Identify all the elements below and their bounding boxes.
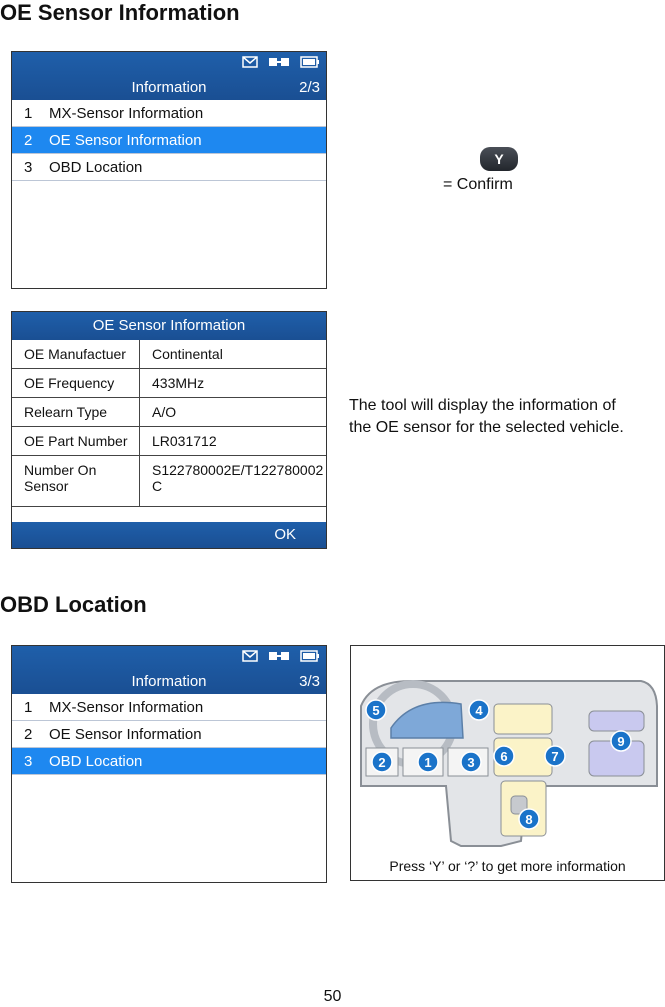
menu-item-number: 3 <box>24 158 33 176</box>
menu-item-label: MX-Sensor Information <box>49 104 204 122</box>
device-screen-oe-sensor <box>11 311 327 549</box>
location-badge-8 <box>519 809 539 829</box>
svg-text:1: 1 <box>424 755 432 770</box>
svg-text:3: 3 <box>467 755 475 770</box>
oe-info-table <box>12 340 326 507</box>
confirm-text: = Confirm <box>443 176 513 193</box>
menu-item-obd-location[interactable] <box>12 154 326 181</box>
battery-icon <box>300 56 320 68</box>
table-row <box>12 340 326 369</box>
menu-item-obd-location[interactable] <box>12 748 326 775</box>
diagram-caption: Press ‘Y’ or ‘?’ to get more information <box>389 858 626 874</box>
row-label: OE Part Number <box>12 427 140 455</box>
screen-header <box>12 52 326 100</box>
row-label: OE Manufactuer <box>12 340 140 368</box>
row-value: 433MHz <box>152 375 205 391</box>
location-badge-1 <box>418 752 438 772</box>
row-value: Continental <box>152 346 223 362</box>
row-value: S122780002E/T122780002C <box>152 462 324 494</box>
menu-item-oe-sensor[interactable] <box>12 127 326 154</box>
menu-item-number: 2 <box>24 131 33 149</box>
location-badge-3 <box>461 752 481 772</box>
svg-text:6: 6 <box>500 749 508 764</box>
battery-icon <box>300 650 320 662</box>
menu-item-label: OE Sensor Information <box>49 131 202 149</box>
menu-item-number: 3 <box>24 752 33 770</box>
menu-item-number: 1 <box>24 698 33 716</box>
row-label: OE Frequency <box>12 369 140 397</box>
menu-item-mx-sensor[interactable] <box>12 694 326 721</box>
menu-item-label: OBD Location <box>49 158 143 176</box>
table-row <box>12 427 326 456</box>
menu-list <box>12 694 326 775</box>
row-label: Number On Sensor <box>12 456 140 506</box>
status-icons <box>242 650 320 662</box>
mail-icon <box>242 56 258 68</box>
row-value: A/O <box>152 404 177 420</box>
menu-item-number: 1 <box>24 104 33 122</box>
location-badge-5 <box>366 700 386 720</box>
table-row <box>12 369 326 398</box>
screen-title: OE Sensor Information <box>12 312 326 340</box>
location-badge-9 <box>611 731 631 751</box>
svg-text:5: 5 <box>372 703 380 718</box>
vehicle-connection-icon <box>268 56 290 68</box>
svg-text:9: 9 <box>617 734 625 749</box>
menu-item-label: OE Sensor Information <box>49 725 202 743</box>
table-row <box>12 456 326 507</box>
y-key-icon: Y <box>480 147 518 171</box>
description-text: The tool will display the information of the OE sensor for the selected vehicle. <box>349 397 624 436</box>
page-indicator: 2/3 <box>299 79 320 96</box>
menu-item-oe-sensor[interactable] <box>12 721 326 748</box>
svg-text:8: 8 <box>525 812 533 827</box>
menu-item-label: MX-Sensor Information <box>49 698 204 716</box>
page-number: 50 <box>323 988 342 1005</box>
menu-list <box>12 100 326 181</box>
device-screen-information-2 <box>11 51 327 289</box>
svg-text:4: 4 <box>475 703 483 718</box>
location-badge-7 <box>545 746 565 766</box>
svg-text:2: 2 <box>378 755 386 770</box>
device-screen-information-3 <box>11 645 327 883</box>
menu-item-label: OBD Location <box>49 752 143 770</box>
row-value: LR031712 <box>152 433 217 449</box>
menu-item-mx-sensor[interactable] <box>12 100 326 127</box>
row-label: Relearn Type <box>12 398 140 426</box>
glovebox-top <box>589 711 644 731</box>
location-badge-4 <box>469 700 489 720</box>
page-indicator: 3/3 <box>299 673 320 690</box>
dashboard-illustration <box>351 646 664 851</box>
section-title-oe: OE Sensor Information <box>0 0 240 25</box>
center-console-top <box>494 704 552 734</box>
ok-button[interactable]: OK <box>274 526 296 543</box>
location-badge-2 <box>372 752 392 772</box>
table-row <box>12 398 326 427</box>
screen-title: Information <box>131 673 207 690</box>
ok-bar <box>12 522 326 548</box>
menu-item-number: 2 <box>24 725 33 743</box>
vehicle-connection-icon <box>268 650 290 662</box>
screen-title: Information <box>131 79 207 96</box>
status-icons <box>242 56 320 68</box>
screen-header <box>12 646 326 694</box>
svg-text:7: 7 <box>551 749 559 764</box>
obd-location-diagram <box>350 645 665 881</box>
location-badge-6 <box>494 746 514 766</box>
mail-icon <box>242 650 258 662</box>
section-title-obd: OBD Location <box>0 592 147 617</box>
